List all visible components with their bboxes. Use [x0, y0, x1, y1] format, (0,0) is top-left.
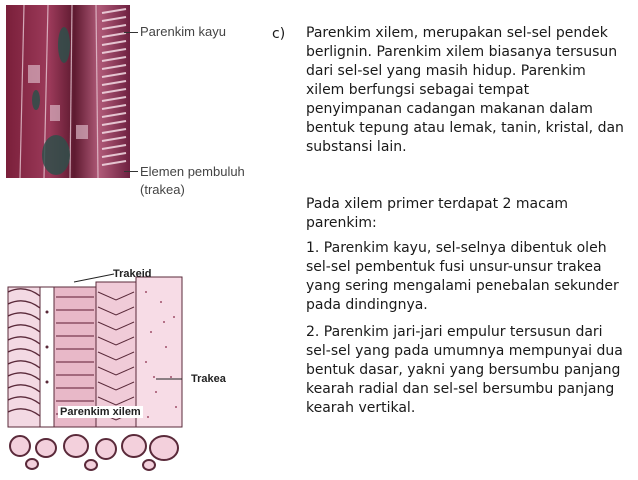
xylem-diagram — [6, 262, 186, 476]
label-parenkim-xilem: Parenkim xilem — [60, 406, 141, 418]
list-item-2 — [306, 323, 626, 418]
list-item-2-text: 2. Parenkim jari-jari empulur tersusun dari sel-sel yang pada umumnya mempunyai dua bentuk dasar, yakni yang bersumbu panjang kearah radial dan sel-sel bersumbu panjang kearah vertikal. — [306, 324, 623, 416]
paragraph-intro-text: Pada xilem primer terdapat 2 macam parenkim: — [306, 196, 569, 231]
label-trakeid: Trakeid — [113, 268, 152, 280]
leader-line — [124, 171, 138, 172]
micrograph-image — [6, 5, 130, 178]
label-parenkim-kayu: Parenkim kayu — [140, 24, 226, 39]
list-item-1 — [306, 239, 626, 315]
paragraph-intro — [306, 195, 626, 233]
label-trakea-paren: (trakea) — [140, 182, 185, 197]
label-trakea: Trakea — [191, 373, 226, 385]
leader-line — [124, 32, 138, 33]
list-letter: c) — [272, 26, 286, 42]
label-elemen-pembuluh: Elemen pembuluh — [140, 164, 245, 179]
list-item-1-text: 1. Parenkim kayu, sel-selnya dibentuk oleh sel-sel pembentuk fusi unsur-unsur trakea yang sering mengalami penebalan sekunder pada dindingnya. — [306, 240, 619, 313]
paragraph-c-text: Parenkim xilem, merupakan sel-sel pendek berlignin. Parenkim xilem biasanya tersusun dari sel-sel yang masih hidup. Parenkim xilem berfungsi sebagai tempat penyimpanan cadangan makanan dalam bentuk tepung atau lemak, tanin, kristal, dan substansi lain. — [306, 25, 624, 155]
paragraph-c — [306, 24, 626, 157]
